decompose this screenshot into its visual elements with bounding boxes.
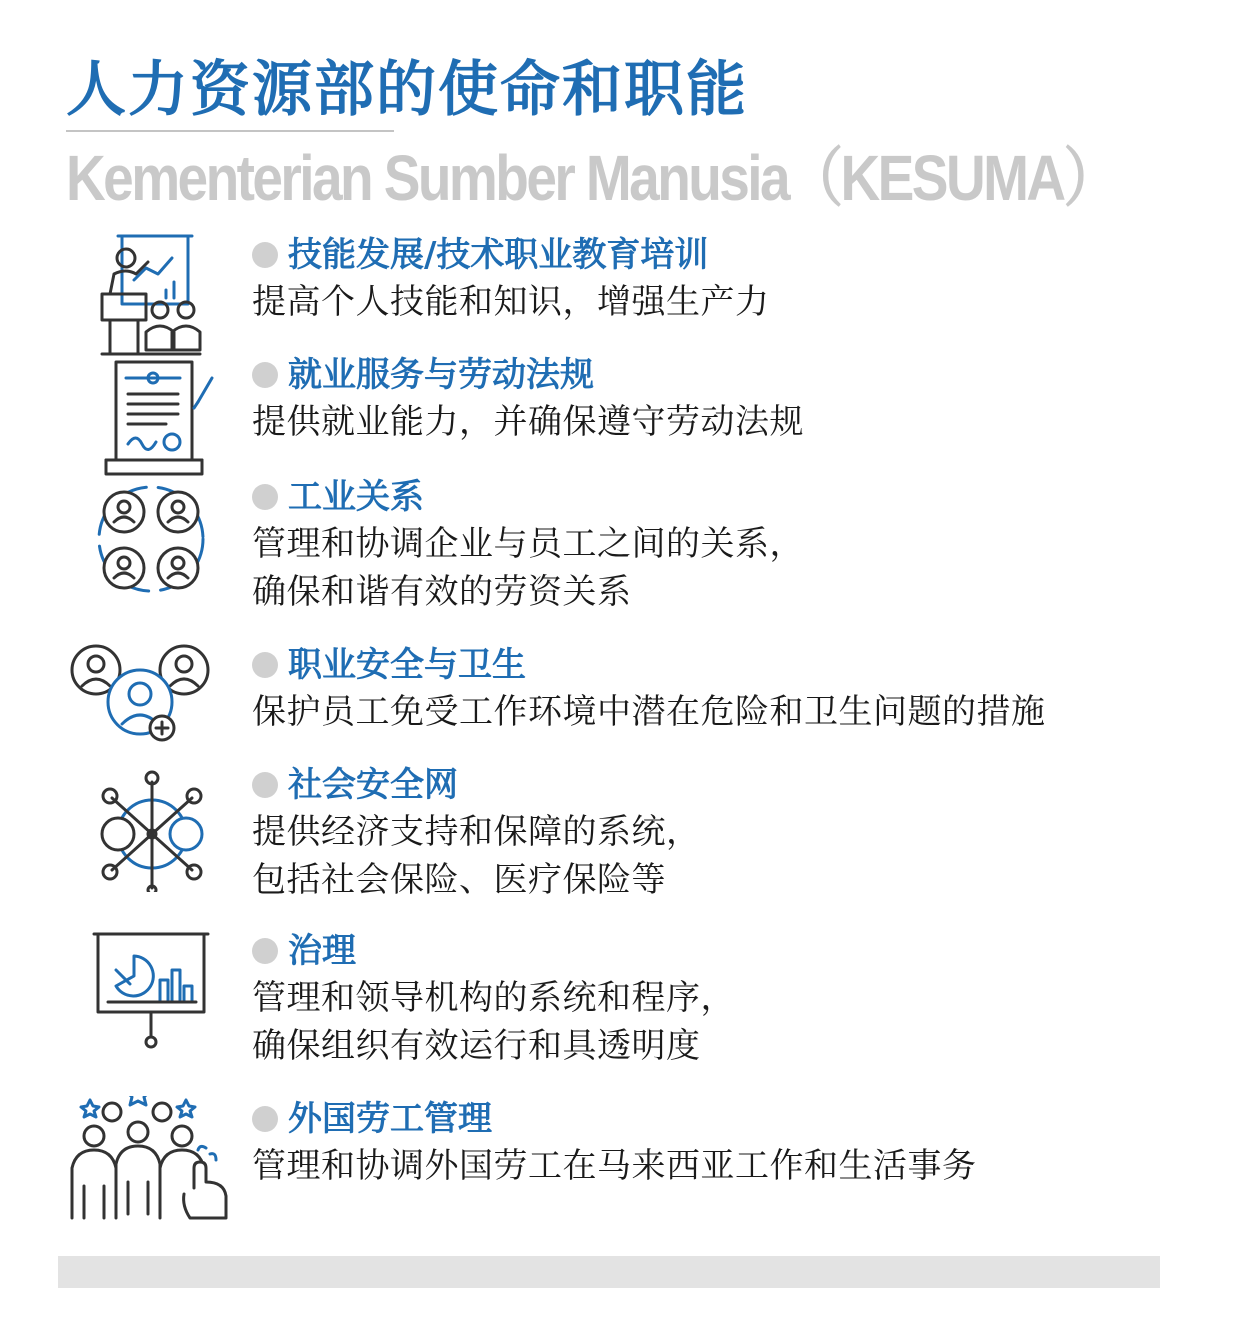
- bullet-dot: [252, 242, 278, 268]
- function-heading: [252, 1096, 1212, 1142]
- function-heading: [252, 352, 1212, 398]
- function-description: 管理和领导机构的系统和程序，: [252, 978, 735, 1018]
- function-description: 确保组织有效运行和具透明度: [252, 1026, 701, 1066]
- function-heading: [252, 474, 1212, 520]
- bullet-dot: [252, 772, 278, 798]
- worker-health-icon: [66, 642, 236, 772]
- function-description: 提高个人技能和知识，增强生产力: [252, 282, 770, 322]
- title-underline: [66, 130, 394, 132]
- function-heading-text: 职业安全与卫生: [288, 645, 526, 685]
- function-heading-text: 外国劳工管理: [288, 1099, 492, 1139]
- page-title: 人力资源部的使命和职能: [66, 55, 748, 125]
- function-heading-text: 治理: [288, 931, 356, 971]
- function-heading-text: 社会安全网: [288, 765, 458, 805]
- page-subtitle: Kementerian Sumber Manusia（KESUMA）: [66, 142, 1117, 214]
- presentation-training-icon: [66, 232, 236, 362]
- bullet-dot: [252, 362, 278, 388]
- function-description: 确保和谐有效的劳资关系: [252, 572, 632, 612]
- function-description: 提供经济支持和保障的系统，: [252, 812, 701, 852]
- function-heading-text: 工业关系: [288, 477, 424, 517]
- bullet-dot: [252, 1106, 278, 1132]
- function-description: 管理和协调外国劳工在马来西亚工作和生活事务: [252, 1146, 977, 1186]
- contract-document-icon: [66, 352, 236, 482]
- bullet-dot: [252, 938, 278, 964]
- function-description: 管理和协调企业与员工之间的关系，: [252, 524, 804, 564]
- function-description: 包括社会保险、医疗保险等: [252, 860, 666, 900]
- network-hub-icon: [66, 762, 236, 892]
- foreign-workers-group-icon: [66, 1096, 236, 1226]
- function-description: 提供就业能力，并确保遵守劳动法规: [252, 402, 804, 442]
- governance-chart-icon: [66, 928, 236, 1058]
- function-heading: [252, 928, 1212, 974]
- function-description: 保护员工免受工作环境中潜在危险和卫生问题的措施: [252, 692, 1046, 732]
- footer-bar: [58, 1256, 1160, 1288]
- bullet-dot: [252, 652, 278, 678]
- function-heading-text: 技能发展/技术职业教育培训: [288, 235, 709, 275]
- function-heading: [252, 762, 1212, 808]
- bullet-dot: [252, 484, 278, 510]
- function-heading-text: 就业服务与劳动法规: [288, 355, 594, 395]
- people-circle-icon: [66, 474, 236, 604]
- function-heading: [252, 232, 1212, 278]
- function-heading: [252, 642, 1212, 688]
